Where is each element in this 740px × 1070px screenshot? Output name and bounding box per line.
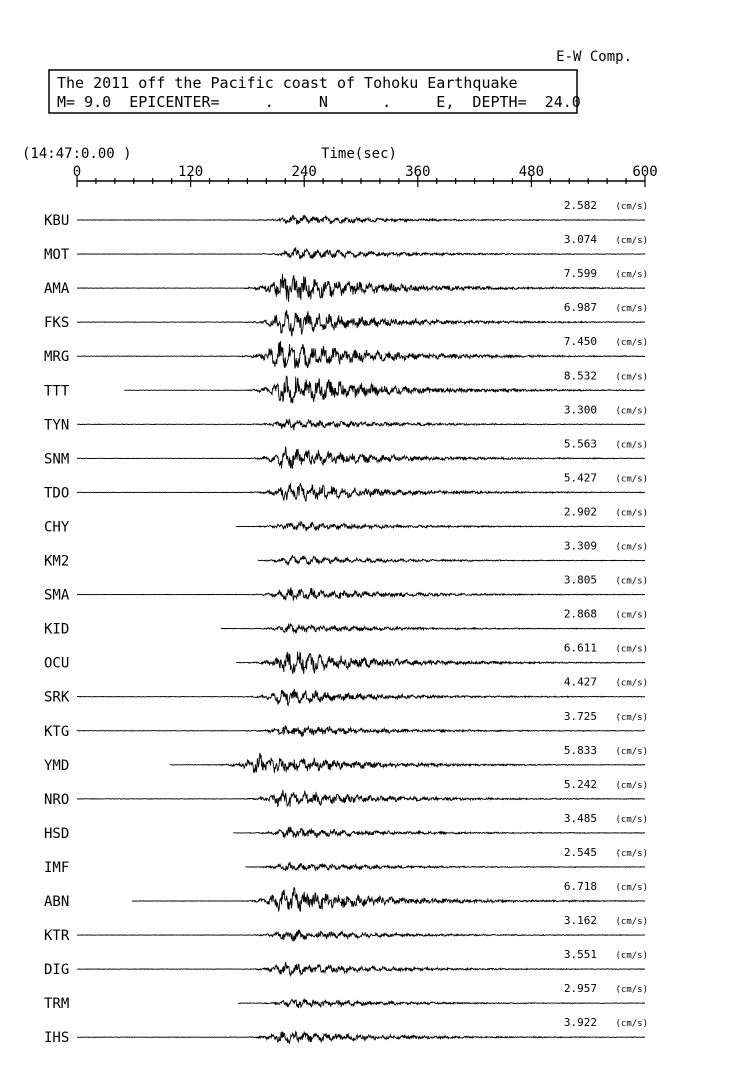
waveform [77, 587, 645, 600]
station-name: AMA [44, 281, 70, 298]
amplitude-unit: (cm/s) [615, 406, 648, 417]
amplitude-unit: (cm/s) [615, 985, 648, 996]
x-tick-label: 120 [177, 164, 204, 180]
max-amplitude: 5.427 [563, 471, 597, 485]
station-trace-abn [44, 880, 648, 911]
max-amplitude: 3.309 [563, 539, 597, 553]
waveform [258, 556, 645, 565]
station-name: TRM [44, 996, 70, 1013]
waveform [77, 341, 645, 368]
waveform [77, 419, 645, 430]
amplitude-unit: (cm/s) [615, 814, 648, 825]
amplitude-unit: (cm/s) [615, 474, 648, 485]
amplitude-unit: (cm/s) [615, 270, 648, 281]
waveform [236, 522, 645, 532]
x-tick-label: 360 [405, 164, 431, 180]
station-trace-tdo [44, 471, 648, 501]
station-name: YMD [44, 757, 70, 774]
station-name: KM2 [44, 553, 70, 570]
x-tick-label: 600 [632, 164, 658, 180]
station-name: HSD [44, 825, 70, 842]
station-name: DIG [44, 962, 70, 979]
max-amplitude: 2.902 [563, 505, 597, 519]
amplitude-unit: (cm/s) [615, 202, 648, 212]
max-amplitude: 2.957 [563, 982, 597, 996]
station-trace-ihs [44, 1016, 648, 1046]
x-tick-label: 240 [291, 164, 317, 180]
amplitude-unit: (cm/s) [615, 338, 648, 349]
station-trace-mot [44, 233, 648, 263]
max-amplitude: 2.545 [563, 845, 597, 859]
waveform [77, 962, 645, 976]
station-trace-ocu [44, 642, 648, 674]
station-trace-imf [44, 846, 648, 876]
max-amplitude: 3.551 [563, 948, 597, 962]
max-amplitude: 3.805 [563, 573, 597, 587]
waveform [77, 483, 645, 501]
waveform [77, 215, 645, 224]
station-trace-kid [44, 608, 648, 638]
max-amplitude: 6.611 [563, 641, 597, 655]
header-event-info: M= 9.0 EPICENTER= . N . E, DEPTH= 24.0 [57, 93, 581, 111]
trace-area [44, 199, 648, 1046]
station-name: OCU [44, 655, 70, 672]
max-amplitude: 4.427 [563, 675, 597, 689]
x-tick-label: 480 [518, 164, 545, 180]
max-amplitude: 6.987 [563, 301, 597, 315]
waveform [77, 274, 645, 302]
station-trace-srk [44, 676, 648, 706]
station-name: TYN [44, 417, 70, 434]
max-amplitude: 7.599 [563, 267, 597, 281]
amplitude-unit: (cm/s) [615, 917, 648, 928]
amplitude-unit: (cm/s) [615, 236, 648, 247]
amplitude-unit: (cm/s) [615, 576, 648, 587]
station-trace-chy [44, 505, 648, 535]
waveform [77, 310, 645, 336]
station-trace-mrg [44, 335, 648, 368]
amplitude-unit: (cm/s) [615, 712, 648, 723]
max-amplitude: 5.242 [563, 777, 597, 791]
station-trace-fks [44, 301, 648, 336]
amplitude-unit: (cm/s) [615, 678, 648, 689]
waveform [77, 930, 645, 941]
station-name: ABN [44, 894, 70, 910]
station-trace-trm [44, 982, 648, 1012]
station-name: SRK [44, 689, 70, 706]
station-name: CHY [44, 519, 70, 536]
station-name: KBU [44, 213, 70, 229]
station-name: SMA [44, 587, 70, 604]
station-trace-ktr [44, 914, 648, 944]
waveform [221, 624, 645, 633]
waveform [233, 827, 645, 838]
station-name: KTG [44, 723, 70, 740]
max-amplitude: 3.725 [563, 709, 597, 723]
max-amplitude: 3.485 [563, 811, 597, 825]
station-trace-km2 [44, 540, 648, 570]
station-trace-kbu [44, 199, 648, 229]
max-amplitude: 6.718 [563, 880, 597, 893]
max-amplitude: 3.074 [563, 233, 597, 247]
max-amplitude: 2.582 [563, 199, 597, 212]
amplitude-unit: (cm/s) [615, 610, 648, 621]
waveform [77, 247, 645, 259]
amplitude-unit: (cm/s) [615, 848, 648, 859]
amplitude-unit: (cm/s) [615, 644, 648, 655]
amplitude-unit: (cm/s) [615, 1019, 648, 1030]
station-trace-ama [44, 267, 648, 302]
amplitude-unit: (cm/s) [615, 304, 648, 315]
max-amplitude: 2.868 [563, 607, 597, 621]
station-name: MOT [44, 247, 70, 264]
station-trace-snm [44, 437, 648, 468]
station-trace-dig [44, 948, 648, 978]
station-name: KTR [44, 928, 70, 945]
amplitude-unit: (cm/s) [615, 542, 648, 553]
amplitude-unit: (cm/s) [615, 440, 648, 451]
max-amplitude: 3.162 [563, 914, 597, 928]
amplitude-unit: (cm/s) [615, 372, 648, 383]
max-amplitude: 8.532 [563, 369, 597, 383]
station-name: SNM [44, 451, 70, 468]
amplitude-unit: (cm/s) [615, 883, 648, 893]
max-amplitude: 3.300 [563, 403, 597, 417]
station-name: TDO [44, 485, 70, 502]
station-name: IHS [44, 1030, 70, 1047]
waveform [77, 790, 645, 807]
station-name: NRO [44, 791, 70, 808]
station-trace-tyn [44, 403, 648, 433]
waveform [77, 725, 645, 736]
waveform [77, 689, 645, 705]
component-label: E-W Comp. [556, 49, 632, 65]
waveform [77, 1032, 645, 1045]
station-name: FKS [44, 315, 70, 332]
waveform [238, 999, 645, 1008]
max-amplitude: 3.922 [563, 1016, 597, 1030]
station-name: TTT [44, 383, 70, 400]
waveform [77, 447, 645, 469]
waveform [236, 652, 645, 675]
station-trace-ktg [44, 710, 648, 740]
start-time-label: (14:47:0.00 ) [22, 146, 132, 162]
x-tick-label: 0 [72, 164, 82, 180]
station-trace-ttt [44, 369, 648, 403]
max-amplitude: 5.833 [563, 743, 597, 757]
amplitude-unit: (cm/s) [615, 780, 648, 791]
x-axis-title: Time(sec) [321, 146, 397, 162]
header-title: The 2011 off the Pacific coast of Tohoku Earthquake [57, 74, 518, 92]
time-axis [73, 164, 658, 187]
station-name: KID [44, 621, 70, 638]
amplitude-unit: (cm/s) [615, 951, 648, 962]
amplitude-unit: (cm/s) [615, 508, 648, 519]
station-name: IMF [44, 859, 70, 876]
station-trace-nro [44, 778, 648, 808]
station-trace-hsd [44, 812, 648, 842]
station-name: MRG [44, 349, 70, 366]
station-trace-sma [44, 574, 648, 604]
amplitude-unit: (cm/s) [615, 746, 648, 757]
waveform [246, 862, 646, 871]
max-amplitude: 5.563 [563, 437, 597, 451]
station-trace-ymd [44, 744, 648, 774]
max-amplitude: 7.450 [563, 335, 597, 349]
